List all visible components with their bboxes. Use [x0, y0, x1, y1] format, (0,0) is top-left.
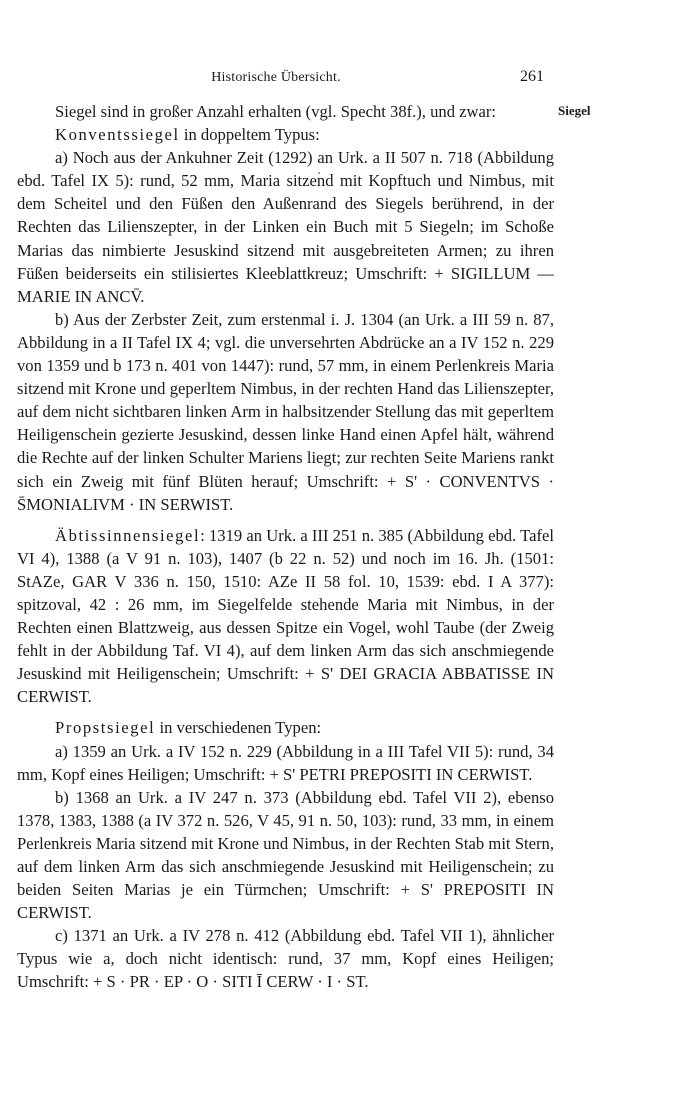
page-number: 261 — [520, 68, 544, 85]
section-term: Propstsiegel — [55, 718, 156, 738]
section-term: Konventssiegel — [55, 125, 180, 145]
paragraph-propstsiegel — [17, 716, 554, 739]
body-text — [17, 100, 554, 994]
paragraph-gap — [17, 708, 554, 716]
section-term-rest: in doppeltem Typus: — [179, 125, 320, 145]
running-header — [0, 70, 700, 90]
section-term-rest: in verschiedenen Typen: — [155, 718, 322, 738]
paragraph-gap — [17, 516, 554, 524]
section-term: Äbtissinnensiegel — [55, 525, 201, 545]
paragraph-konventssiegel — [17, 123, 554, 146]
paragraph-intro: Siegel sind in großer Anzahl erhalten (vgl. Specht 38f.), und zwar: — [55, 102, 496, 121]
margin-note: Siegel — [558, 103, 591, 118]
paragraph-propst-c: c) 1371 an Urk. a IV 278 n. 412 (Abbildung ebd. Tafel VII 1), ähnlicher Typus wie a, doch nicht identisch: rund, 37 mm, Kopf eines Heiligen; Umschrift: + S · PR · EP · O · SITI Ī CERW · I · ST. — [17, 926, 554, 992]
paragraph-aebtissinnensiegel — [17, 524, 554, 709]
paragraph-propst-a: a) 1359 an Urk. a IV 152 n. 229 (Abbildung in a III Tafel VII 5): rund, 34 mm, Kopf eines Heiligen; Umschrift: + S' PETRI PREPOSITI IN CERWIST. — [17, 741, 554, 784]
section-term-rest: : 1319 an Urk. a III 251 n. 385 (Abbildung ebd. Tafel VI 4), 1388 (a V 91 n. 103), 1407 (b 22 n. 52) und noch im 16. Jh. (1501: StAZe, GAR V 336 n. 150, 1510: AZe II 58 fol. 10, 1539: ebd. I A 377): spitzoval, 42 : 26 mm, im Siegelfelde stehende Maria mit Nimbus, in der Rechten einen Blattzweig, aus dessen Spitze ein Vogel, wohl Taube (der Zweig fehlt in der Abbildung Taf. VI 4), auf dem linken Arm das sich anschmiegende Jesuskind mit Heiligenschein; Umschrift: + S' DEI GRACIA ABBATISSE IN CERWIST. — [17, 525, 554, 707]
paragraph-propst-b: b) 1368 an Urk. a IV 247 n. 373 (Abbildung ebd. Tafel VII 2), ebenso 1378, 1383, 1388 (a IV 372 n. 526, V 45, 91 n. 50, 103): rund, 33 mm, in einem Perlenkreis Maria sitzend mit Krone und Nimbus, in der Rechten Stab mit Stern, auf dem linken Arm das sich anschmiegende Jesuskind mit Heiligenschein; zu beiden Seiten Marias je ein Türmchen; Umschrift: + S' PREPOSITI IN CERWIST. — [17, 787, 554, 923]
paragraph-konvent-a: a) Noch aus der Ankuhner Zeit (1292) an Urk. a II 507 n. 718 (Abbildung ebd. Tafel IX 5): rund, 52 mm, Maria sitzend mit Kopftuch und Nimbus, mit dem Scheitel und den Füßen den Außenrand des Siegels berührend, in der Rechten das Lilienszepter, in der Linken ein Buch mit 5 Siegeln; im Schoße Marias das nimbierte Jesuskind sitzend mit ausgebreiteten Armen; zu ihren Füßen beiderseits ein stilisiertes Kleeblattkreuz; Umschrift: + SIGILLUM —MARIE IN ANCV̄. — [17, 148, 554, 306]
paragraph-konvent-b: b) Aus der Zerbster Zeit, zum erstenmal i. J. 1304 (an Urk. a III 59 n. 87, Abbildung in a II Tafel IX 4; vgl. die unversehrten Abdrücke an a IV 152 n. 229 von 1359 und b 173 n. 401 von 1447): rund, 57 mm, in einem Perlenkreis Maria sitzend mit Krone und geperltem Nimbus, in der rechten Hand das Lilienszepter, auf dem nicht sichtbaren linken Arm in halbsitzender Stellung das mit geperltem Heiligenschein gezierte Jesuskind, dessen linke Hand einen Apfel hält, während die Rechte auf der linken Schulter Mariens liegt; zur rechten Seite Mariens rankt sich ein Zweig mit fünf Blüten herauf; Umschrift: + S' · CONVENTVS · S̄MONIALIVM · IN SERWIST. — [17, 309, 554, 514]
running-title: Historische Übersicht. — [211, 70, 341, 85]
